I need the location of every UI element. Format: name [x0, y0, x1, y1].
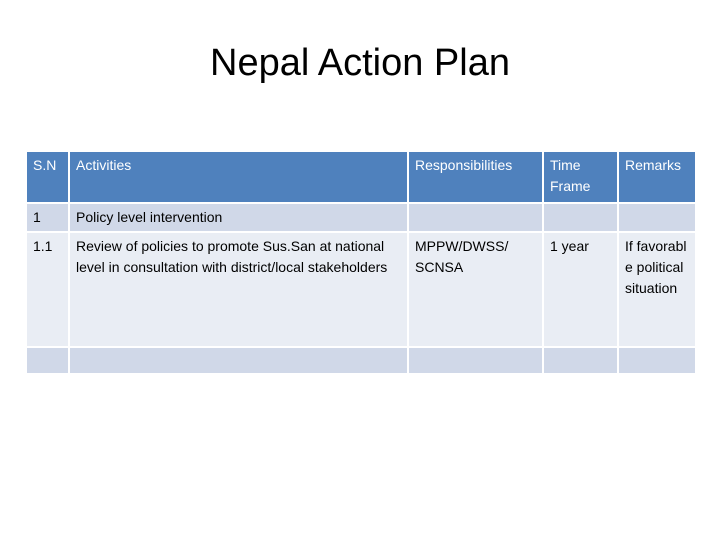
header-activities: Activities [69, 151, 408, 203]
cell-activities: Policy level intervention [69, 203, 408, 232]
action-plan-table [25, 150, 697, 375]
table-header-row [26, 151, 696, 203]
cell-sn: 1.1 [26, 232, 69, 347]
cell-time-frame: 1 year [543, 232, 618, 347]
cell-activities [69, 347, 408, 374]
cell-sn [26, 347, 69, 374]
cell-responsibilities: MPPW/DWSS/ SCNSA [408, 232, 543, 347]
cell-remarks: If favorabl e political situation [618, 232, 696, 347]
cell-time-frame [543, 347, 618, 374]
header-sn: S.N [26, 151, 69, 203]
table-row [26, 232, 696, 347]
cell-remarks [618, 347, 696, 374]
header-time-frame: Time Frame [543, 151, 618, 203]
table-row [26, 203, 696, 232]
cell-responsibilities [408, 203, 543, 232]
table-row [26, 347, 696, 374]
cell-sn: 1 [26, 203, 69, 232]
page-title: Nepal Action Plan [210, 42, 510, 84]
cell-responsibilities [408, 347, 543, 374]
header-remarks: Remarks [618, 151, 696, 203]
header-responsibilities: Responsibilities [408, 151, 543, 203]
cell-remarks [618, 203, 696, 232]
cell-activities: Review of policies to promote Sus.San at national level in consultation with district/local stakeholders [69, 232, 408, 347]
cell-time-frame [543, 203, 618, 232]
